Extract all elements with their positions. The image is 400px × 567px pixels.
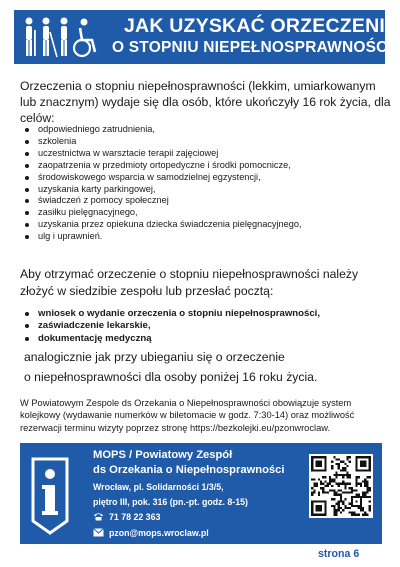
- phone-icon: [93, 512, 104, 521]
- list-item: szkolenia: [24, 136, 302, 148]
- submit-paragraph: Aby otrzymać orzeczenie o stopniu niepełnosprawności należy złożyć w siedzibie zespołu lub przesłać pocztą:: [20, 267, 359, 298]
- list-item: ulg i uprawnień.: [24, 231, 302, 243]
- mail-icon: [93, 528, 104, 537]
- list-item: świadczeń z pomocy społecznej: [24, 195, 302, 207]
- info-icon: [28, 455, 72, 535]
- required-documents-list: [24, 308, 320, 345]
- contact-phone-row: [93, 512, 160, 522]
- contact-email[interactable]: pzon@mops.wroclaw.pl: [109, 528, 209, 538]
- page-title: JAK UZYSKAĆ ORZECZENIE: [124, 15, 399, 37]
- contact-box: [20, 443, 382, 544]
- contact-title: MOPS / Powiatowy Zespół: [93, 449, 233, 461]
- analog-line-1: analogicznie jak przy ubieganiu się o orzeczenie: [24, 350, 285, 364]
- list-item: zaświadczenie lekarskie,: [24, 320, 320, 332]
- header-banner: [14, 10, 399, 64]
- queue-note: W Powiatowym Zespole ds Orzekania o Niepełnosprawności obowiązuje system kolejkowy (wydawanie numerków w biletomacie w godz. 7:30-14) oraz możliwość rezerwacji terminu wizyty poprzez stronę https://bezkolejki.eu/pzonwroclaw.: [20, 398, 355, 433]
- list-item: zaopatrzenia w przedmioty ortopedyczne i środki pomocnicze,: [24, 160, 302, 172]
- list-item: uzyskania przez opiekuna dziecka świadczenia pielęgnacyjnego,: [24, 219, 302, 231]
- list-item: uczestnictwa w warsztacie terapii zajęciowej: [24, 148, 302, 160]
- contact-hours: piętro III, pok. 316 (pn.-pt. godz. 8-15): [93, 497, 248, 507]
- page-number: strona 6: [318, 548, 360, 560]
- list-item: wniosek o wydanie orzeczenia o stopniu niepełnosprawności,: [24, 308, 320, 320]
- contact-address: Wrocław, pl. Solidarności 1/3/5,: [93, 482, 224, 492]
- page-subtitle: O STOPNIU NIEPEŁNOSPRAWNOŚCI: [112, 39, 393, 56]
- accessibility-icons: [22, 16, 98, 60]
- qr-code[interactable]: [309, 454, 373, 518]
- list-item: zasiłku pielęgnacyjnego,: [24, 207, 302, 219]
- list-item: odpowiedniego zatrudnienia,: [24, 124, 302, 136]
- contact-phone[interactable]: 71 78 22 363: [109, 512, 161, 522]
- contact-email-row: [93, 528, 209, 538]
- list-item: dokumentację medyczną: [24, 333, 320, 345]
- list-item: środowiskowego wsparcia w samodzielnej egzystencji,: [24, 172, 302, 184]
- analog-line-2: o niepełnosprawności dla osoby poniżej 16 roku życia.: [24, 370, 318, 384]
- list-item: uzyskania karty parkingowej,: [24, 184, 302, 196]
- benefits-list: [24, 124, 302, 243]
- intro-paragraph: Orzeczenia o stopniu niepełnosprawności (lekkim, umiarkowanym lub znacznym) wydaje się dla osób, które ukończyły 16 rok życia, dla celów:: [20, 79, 391, 125]
- contact-subtitle: ds Orzekania o Niepełnosprawności: [93, 464, 285, 476]
